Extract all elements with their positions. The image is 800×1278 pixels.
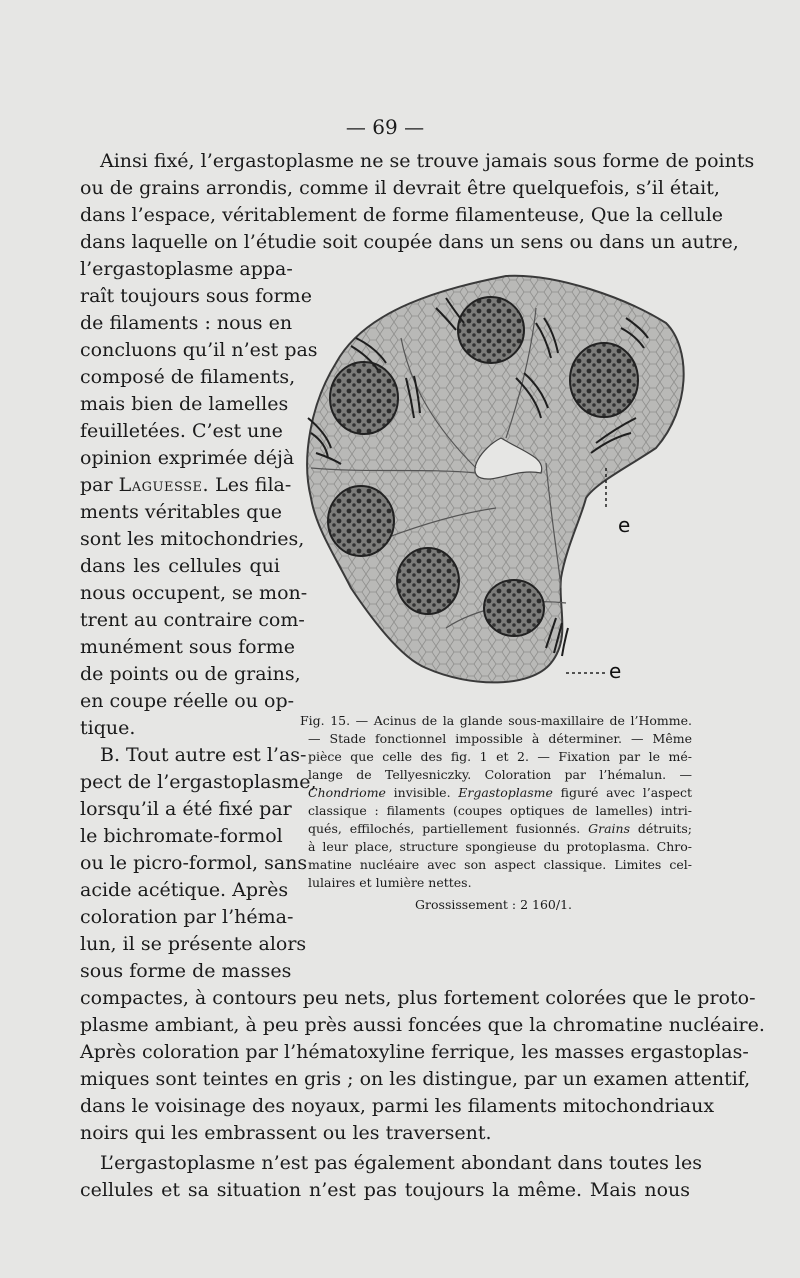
text-line: coloration par l’héma- [80,906,294,928]
figure-caption-line: lulaires et lumière nettes. [308,875,472,890]
text-line: de points ou de grains, [80,663,301,685]
text-line: tique. [80,717,136,739]
text-line: opinion exprimée déjà [80,447,295,469]
text-line: miques sont teintes en gris ; on les distingue, par un examen attentif, [80,1068,751,1090]
text-fragment: Les fila- [209,474,292,496]
text-line: L’ergastoplasme n’est pas également abondant dans toutes les [100,1152,702,1174]
figure-caption-line: à leur place, structure spongieuse du protoplasma. Chro- [308,839,692,854]
figure-label-e: e [609,659,622,683]
cell-nucleus [484,580,544,636]
text-line: concluons qu’il n’est pas [80,339,318,361]
text-line: de filaments : nous en [80,312,293,334]
author-name: Laguesse. [118,474,210,496]
cell-nucleus [458,297,524,363]
page-number: — 69 — [345,115,425,139]
caption-text: invisible. [385,785,459,800]
text-line: dans l’espace, véritablement de forme filamenteuse, Que la cellule [80,204,724,226]
figure-caption-line: lange de Tellyesniczky. Coloration par l’hémalun. — [308,767,692,782]
text-line: dans le voisinage des noyaux, parmi les filaments mitochondriaux [80,1095,715,1117]
figure-caption-line: classique : filaments (coupes optiques de lamelles) intri- [308,803,692,818]
text-line: ou de grains arrondis, comme il devrait être quelquefois, s’il était, [80,177,720,199]
text-line: l’ergastoplasme appa- [80,258,293,280]
text-line: dans laquelle on l’étudie soit coupée dans un sens ou dans un autre, [80,231,739,253]
text-line: pect de l’ergastoplasme, [80,771,317,793]
figure-caption-line [296,784,692,802]
acinus-figure [296,268,692,698]
figure-label-e: e [618,513,631,537]
caption-italic: Grains [588,821,631,836]
text-line: sont les mitochondries, [80,528,305,550]
text-line: lorsqu’il a été fixé par [80,798,292,820]
cell-nucleus [397,548,459,614]
text-line: dans les cellules qui [80,555,280,577]
text-line: ments véritables que [80,501,282,523]
text-line: ou le picro-formol, sans [80,852,308,874]
text-line: trent au contraire com- [80,609,305,631]
cell-nucleus [328,486,394,556]
cell-nucleus [330,362,398,434]
cell-nucleus [570,343,638,417]
figure-magnification: Grossissement : 2 160/1. [415,897,572,912]
caption-italic: Ergastoplasme [458,785,553,800]
caption-text: détruits; [630,821,693,836]
text-line: sous forme de masses [80,960,292,982]
text-line: en coupe réelle ou op- [80,690,295,712]
text-line: plasme ambiant, à peu près aussi foncées que la chromatine nucléaire. [80,1014,765,1036]
figure-caption-line: pièce que celle des fig. 1 et 2. — Fixation par le mé- [308,749,692,764]
caption-text: figuré avec l’aspect [552,785,693,800]
caption-text: qués, effilochés, partiellement fusionnés. [308,821,589,836]
text-line: raît toujours sous forme [80,285,312,307]
text-line: le bichromate-formol [80,825,283,847]
text-line: mais bien de lamelles [80,393,289,415]
acinus-drawing [296,268,692,698]
text-line: acide acétique. Après [80,879,289,901]
text-line: B. Tout autre est l’as- [100,744,307,766]
figure-caption-line: — Stade fonctionnel impossible à déterminer. — Même [308,731,692,746]
text-line: composé de filaments, [80,366,296,388]
text-fragment: par [80,474,119,496]
text-line: feuilletées. C’est une [80,420,283,442]
caption-italic: Chondriome [308,785,386,800]
text-line: nous occupent, se mon- [80,582,308,604]
figure-caption-line: matine nucléaire avec son aspect classique. Limites cel- [308,857,692,872]
text-line: Ainsi fixé, l’ergastoplasme ne se trouve jamais sous forme de points [100,150,755,172]
text-line: Après coloration par l’hématoxyline ferrique, les masses ergastoplas- [80,1041,749,1063]
text-line: noirs qui les embrassent ou les traversent. [80,1122,492,1144]
text-line: lun, il se présente alors [80,933,307,955]
text-line [80,472,292,499]
text-line: cellules et sa situation n’est pas toujours la même. Mais nous [80,1179,690,1201]
figure-caption-line: Fig. 15. — Acinus de la glande sous-maxillaire de l’Homme. [300,713,692,728]
figure-caption-line [296,820,692,838]
text-line: munément sous forme [80,636,295,658]
text-line: compactes, à contours peu nets, plus fortement colorées que le proto- [80,987,756,1009]
